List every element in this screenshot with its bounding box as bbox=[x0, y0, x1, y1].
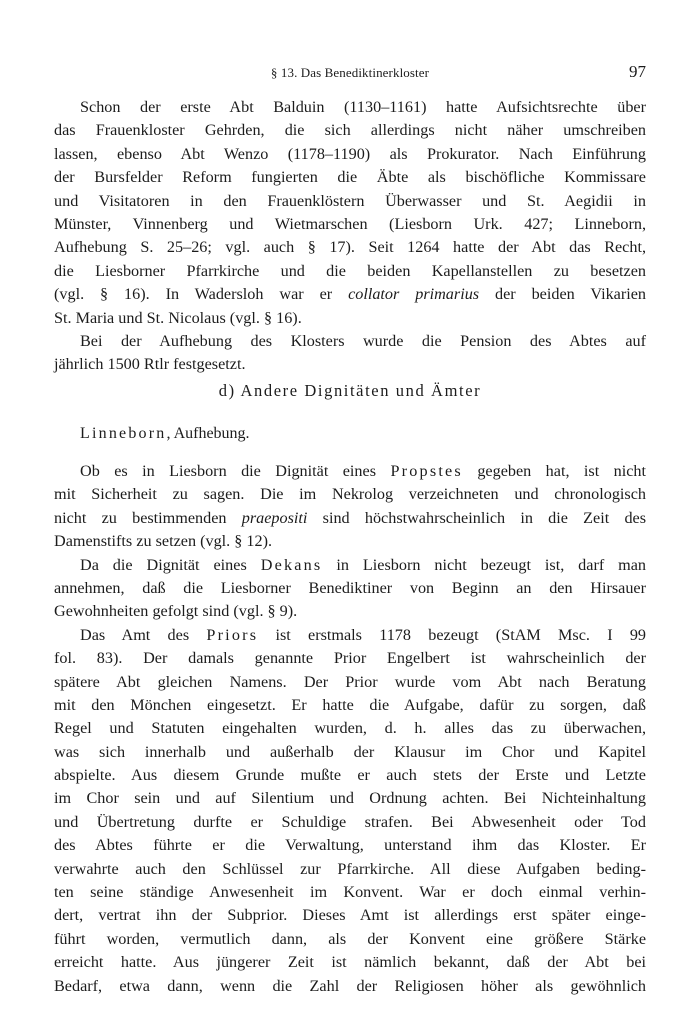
text-line bbox=[54, 283, 646, 306]
text-segment: sind höchstwahrscheinlich in die Zeit des bbox=[322, 508, 647, 527]
text-line: annehmen, daß die Liesborner Benediktiner von Beginn an den Hirsauer bbox=[54, 578, 646, 597]
section-heading: d) Andere Dignitäten und Ämter bbox=[218, 381, 482, 400]
text-line: erreicht hatte. Aus jüngerer Zeit ist nämlich bekannt, daß der Abt bei bbox=[54, 953, 646, 972]
text-line: und Visitatoren in den Frauenklöstern Überwasser und St. Aegidii in bbox=[54, 191, 646, 210]
text-line: Damenstifts zu setzen (vgl. § 12). bbox=[54, 532, 273, 551]
italic-term: praepositi bbox=[241, 508, 308, 527]
text-segment: in Liesborn nicht bezeugt ist, darf man bbox=[336, 555, 647, 574]
text-line: mit den Mönchen eingesetzt. Er hatte die Aufgabe, dafür zu sorgen, daß bbox=[54, 695, 646, 714]
text-line: was sich innerhalb und außerhalb der Klausur im Chor und Kapitel bbox=[54, 742, 646, 761]
text-line: ten seine ständige Anwesenheit im Konvent. War er doch einmal verhin- bbox=[54, 883, 646, 902]
text-line bbox=[54, 624, 646, 647]
text-segment: Das Amt des bbox=[80, 625, 190, 644]
text-line: der Bursfelder Reform fungierten die Äbte als bischöfliche Kommissare bbox=[54, 168, 646, 187]
text-line: Bedarf, etwa dann, wenn die Zahl der Religiosen höher als gewöhnlich bbox=[54, 976, 646, 995]
text-line bbox=[54, 460, 646, 483]
text-line: abspielte. Aus diesem Grunde mußte er auch stets der Erste und Letzte bbox=[54, 766, 646, 785]
literature-rest: , Aufhebung. bbox=[166, 425, 250, 442]
spaced-term: Priors bbox=[206, 625, 259, 644]
page-header bbox=[54, 62, 646, 84]
text-line: St. Maria und St. Nicolaus (vgl. § 16). bbox=[54, 308, 302, 327]
text-line: Regel und Statuten eingehalten wurden, d. h. alles das zu überwachen, bbox=[54, 719, 646, 738]
text-line: Aufhebung S. 25–26; vgl. auch § 17). Seit 1264 hatte der Abt das Recht, bbox=[54, 238, 646, 257]
text-segment: Da die Dignität eines bbox=[80, 555, 247, 574]
text-segment: (vgl. § 16). In Wadersloh war er bbox=[54, 285, 333, 304]
literature-author: Linneborn bbox=[80, 425, 167, 442]
running-head: § 13. Das Benediktinerkloster bbox=[270, 65, 430, 80]
text-line: Gewohnheiten gefolgt sind (vgl. § 9). bbox=[54, 602, 298, 621]
text-segment: der beiden Vikarien bbox=[495, 285, 647, 304]
text-line: Schon der erste Abt Balduin (1130–1161) hatte Aufsichtsrechte über bbox=[80, 98, 646, 116]
text-segment: ist erstmals 1178 bezeugt (StAM Msc. I 99 bbox=[275, 625, 647, 644]
text-line bbox=[54, 554, 646, 577]
text-line: und Übertretung durfte er Schuldige strafen. Bei Abwesenheit oder Tod bbox=[54, 812, 646, 831]
italic-term: collator primarius bbox=[348, 285, 480, 304]
text-line: fol. 83). Der damals genannte Prior Engelbert ist wahrscheinlich der bbox=[54, 649, 646, 668]
text-segment: Ob es in Liesborn die Dignität eines bbox=[80, 462, 377, 480]
text-line: spätere Abt gleichen Namens. Der Prior wurde vom Abt nach Beratung bbox=[54, 672, 646, 691]
text-line: Münster, Vinnenberg und Wietmarschen (Liesborn Urk. 427; Linneborn, bbox=[54, 214, 646, 233]
text-segment: gegeben hat, ist nicht bbox=[477, 462, 646, 480]
text-line: des Abtes führte er die Verwaltung, unterstand ihm das Kloster. Er bbox=[54, 836, 646, 855]
text-line: Bei der Aufhebung des Klosters wurde die Pension des Abtes auf bbox=[80, 331, 646, 350]
spaced-term: Dekans bbox=[260, 555, 323, 574]
text-line: im Chor sein und auf Silentium und Ordnung achten. Bei Nichteinhaltung bbox=[54, 789, 646, 808]
text-line: jährlich 1500 Rtlr festgesetzt. bbox=[54, 355, 246, 374]
text-segment: nicht zu bestimmenden bbox=[54, 508, 227, 527]
text-line: lassen, ebenso Abt Wenzo (1178–1190) als Prokurator. Nach Einführung bbox=[54, 144, 646, 163]
text-line bbox=[54, 507, 646, 530]
text-line: dert, vertrat ihn der Subprior. Dieses Amt ist allerdings erst später einge- bbox=[54, 906, 646, 925]
text-line: verwahrte auch den Schlüssel zur Pfarrkirche. All diese Aufgaben beding- bbox=[54, 859, 646, 878]
paragraph-dignities bbox=[54, 460, 646, 998]
text-line: das Frauenkloster Gehrden, die sich allerdings nicht näher umschreiben bbox=[54, 121, 646, 140]
spaced-term: Propstes bbox=[390, 462, 463, 480]
text-line: mit Sicherheit zu sagen. Die im Nekrolog verzeichneten und chronologisch bbox=[54, 485, 646, 504]
text-line: führt worden, vermutlich dann, als der Konvent eine größere Stärke bbox=[54, 929, 646, 948]
literature-line bbox=[80, 425, 250, 443]
page-number: 97 bbox=[629, 62, 646, 81]
text-line: die Liesborner Pfarrkirche und die beiden Kapellanstellen zu besetzen bbox=[54, 261, 646, 280]
paragraph-abbots-rights bbox=[54, 96, 646, 377]
